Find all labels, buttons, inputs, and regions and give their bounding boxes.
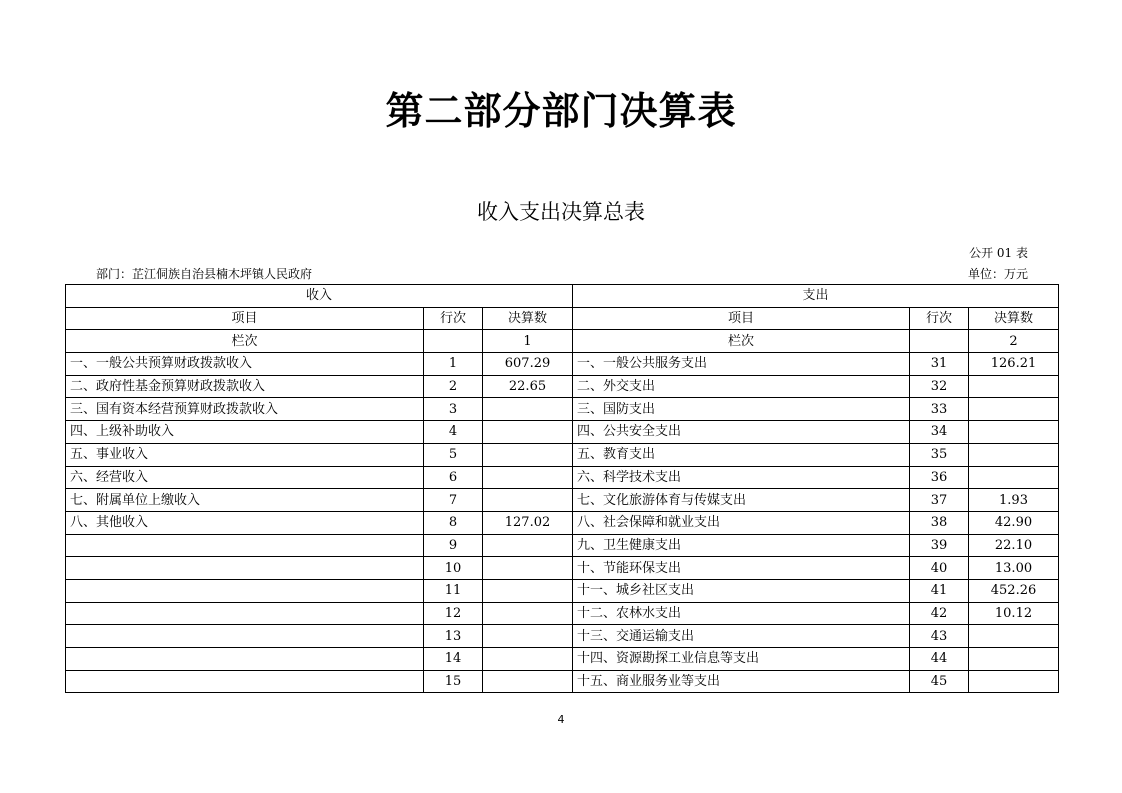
expense-amount-cell — [969, 648, 1059, 671]
income-line-cell: 3 — [424, 398, 483, 421]
expense-item-cell: 十三、交通运输支出 — [573, 625, 910, 648]
table-row — [66, 602, 1059, 625]
income-amount-cell — [483, 398, 573, 421]
page-heading: 第二部分部门决算表 — [385, 88, 737, 133]
expense-line-cell: 38 — [910, 511, 969, 534]
income-item-cell — [66, 602, 424, 625]
expense-item-cell: 九、卫生健康支出 — [573, 534, 910, 557]
income-item-cell: 三、国有资本经营预算财政拨款收入 — [66, 398, 424, 421]
income-amount-cell: 22.65 — [483, 375, 573, 398]
expense-item-cell: 三、国防支出 — [573, 398, 910, 421]
expense-line-cell: 42 — [910, 602, 969, 625]
income-item-cell: 五、事业收入 — [66, 443, 424, 466]
income-item-cell — [66, 579, 424, 602]
expense-line-cell: 39 — [910, 534, 969, 557]
expense-line-cell: 43 — [910, 625, 969, 648]
expense-line-cell: 44 — [910, 648, 969, 671]
expense-item-cell: 四、公共安全支出 — [573, 421, 910, 444]
expense-item-cell: 十四、资源勘探工业信息等支出 — [573, 648, 910, 671]
expense-item-cell: 二、外交支出 — [573, 375, 910, 398]
expense-item-cell: 一、一般公共服务支出 — [573, 353, 910, 376]
expense-amount-cell: 22.10 — [969, 534, 1059, 557]
income-item-cell: 六、经营收入 — [66, 466, 424, 489]
budget-table — [65, 284, 1059, 693]
expense-amount-header: 决算数 — [969, 307, 1059, 330]
income-item-cell: 一、一般公共预算财政拨款收入 — [66, 353, 424, 376]
table-row — [66, 466, 1059, 489]
income-amount-cell — [483, 557, 573, 580]
income-item-cell: 八、其他收入 — [66, 511, 424, 534]
expense-amount-cell: 126.21 — [969, 353, 1059, 376]
expense-line-cell: 34 — [910, 421, 969, 444]
expense-line-blank — [910, 330, 969, 353]
expense-item-cell: 七、文化旅游体育与传媒支出 — [573, 489, 910, 512]
column-number-row — [66, 330, 1059, 353]
expense-amount-cell — [969, 398, 1059, 421]
income-amount-cell — [483, 489, 573, 512]
income-item-header: 项目 — [66, 307, 424, 330]
table-row — [66, 353, 1059, 376]
table-row — [66, 375, 1059, 398]
income-item-cell — [66, 557, 424, 580]
expense-amount-cell: 10.12 — [969, 602, 1059, 625]
income-item-cell — [66, 670, 424, 693]
table-row — [66, 579, 1059, 602]
expense-line-cell: 41 — [910, 579, 969, 602]
income-line-cell: 8 — [424, 511, 483, 534]
column-header-row — [66, 307, 1059, 330]
expense-item-cell: 五、教育支出 — [573, 443, 910, 466]
expense-line-cell: 31 — [910, 353, 969, 376]
expense-item-header: 项目 — [573, 307, 910, 330]
income-amount-cell — [483, 579, 573, 602]
income-amount-header: 决算数 — [483, 307, 573, 330]
income-line-cell: 6 — [424, 466, 483, 489]
income-line-blank — [424, 330, 483, 353]
table-row — [66, 421, 1059, 444]
expense-amount-cell: 13.00 — [969, 557, 1059, 580]
income-line-cell: 12 — [424, 602, 483, 625]
income-line-cell: 11 — [424, 579, 483, 602]
expense-amount-cell: 42.90 — [969, 511, 1059, 534]
expense-line-cell: 45 — [910, 670, 969, 693]
income-amount-cell — [483, 670, 573, 693]
expense-amount-cell — [969, 443, 1059, 466]
expense-amount-cell — [969, 466, 1059, 489]
expense-item-cell: 十二、农林水支出 — [573, 602, 910, 625]
expense-line-cell: 33 — [910, 398, 969, 421]
income-item-cell — [66, 534, 424, 557]
income-line-cell: 9 — [424, 534, 483, 557]
page-number: 4 — [557, 713, 565, 726]
income-line-cell: 1 — [424, 353, 483, 376]
income-line-header: 行次 — [424, 307, 483, 330]
income-line-cell: 4 — [424, 421, 483, 444]
table-row — [66, 398, 1059, 421]
income-column-label: 栏次 — [66, 330, 424, 353]
expense-item-cell: 十一、城乡社区支出 — [573, 579, 910, 602]
income-amount-cell — [483, 421, 573, 444]
income-amount-cell — [483, 648, 573, 671]
income-amount-cell — [483, 625, 573, 648]
expense-item-cell: 十五、商业服务业等支出 — [573, 670, 910, 693]
table-row — [66, 489, 1059, 512]
expense-line-cell: 36 — [910, 466, 969, 489]
expense-column-label: 栏次 — [573, 330, 910, 353]
expense-header: 支出 — [573, 285, 1059, 308]
table-row — [66, 625, 1059, 648]
table-row — [66, 443, 1059, 466]
department-label: 部门：芷江侗族自治县楠木坪镇人民政府 — [96, 267, 313, 281]
expense-column-number: 2 — [969, 330, 1059, 353]
form-number: 公开 01 表 — [969, 246, 1028, 260]
expense-item-cell: 八、社会保障和就业支出 — [573, 511, 910, 534]
expense-line-header: 行次 — [910, 307, 969, 330]
income-line-cell: 10 — [424, 557, 483, 580]
unit-label: 单位：万元 — [967, 267, 1028, 281]
income-amount-cell — [483, 602, 573, 625]
table-row — [66, 534, 1059, 557]
expense-amount-cell — [969, 375, 1059, 398]
expense-line-cell: 37 — [910, 489, 969, 512]
table-row — [66, 670, 1059, 693]
table-row — [66, 511, 1059, 534]
income-amount-cell: 127.02 — [483, 511, 573, 534]
income-item-cell: 二、政府性基金预算财政拨款收入 — [66, 375, 424, 398]
income-line-cell: 5 — [424, 443, 483, 466]
income-line-cell: 7 — [424, 489, 483, 512]
income-column-number: 1 — [483, 330, 573, 353]
table-row — [66, 557, 1059, 580]
income-amount-cell — [483, 466, 573, 489]
section-header-row — [66, 285, 1059, 308]
income-header: 收入 — [66, 285, 573, 308]
expense-line-cell: 32 — [910, 375, 969, 398]
expense-amount-cell — [969, 421, 1059, 444]
income-line-cell: 15 — [424, 670, 483, 693]
expense-amount-cell — [969, 670, 1059, 693]
table-subtitle: 收入支出决算总表 — [477, 200, 645, 224]
income-amount-cell — [483, 443, 573, 466]
income-item-cell: 七、附属单位上缴收入 — [66, 489, 424, 512]
income-amount-cell — [483, 534, 573, 557]
expense-amount-cell: 1.93 — [969, 489, 1059, 512]
income-line-cell: 13 — [424, 625, 483, 648]
expense-item-cell: 十、节能环保支出 — [573, 557, 910, 580]
expense-line-cell: 40 — [910, 557, 969, 580]
expense-amount-cell: 452.26 — [969, 579, 1059, 602]
income-item-cell — [66, 625, 424, 648]
income-item-cell: 四、上级补助收入 — [66, 421, 424, 444]
income-line-cell: 14 — [424, 648, 483, 671]
expense-item-cell: 六、科学技术支出 — [573, 466, 910, 489]
expense-amount-cell — [969, 625, 1059, 648]
income-amount-cell: 607.29 — [483, 353, 573, 376]
income-item-cell — [66, 648, 424, 671]
table-row — [66, 648, 1059, 671]
income-line-cell: 2 — [424, 375, 483, 398]
expense-line-cell: 35 — [910, 443, 969, 466]
